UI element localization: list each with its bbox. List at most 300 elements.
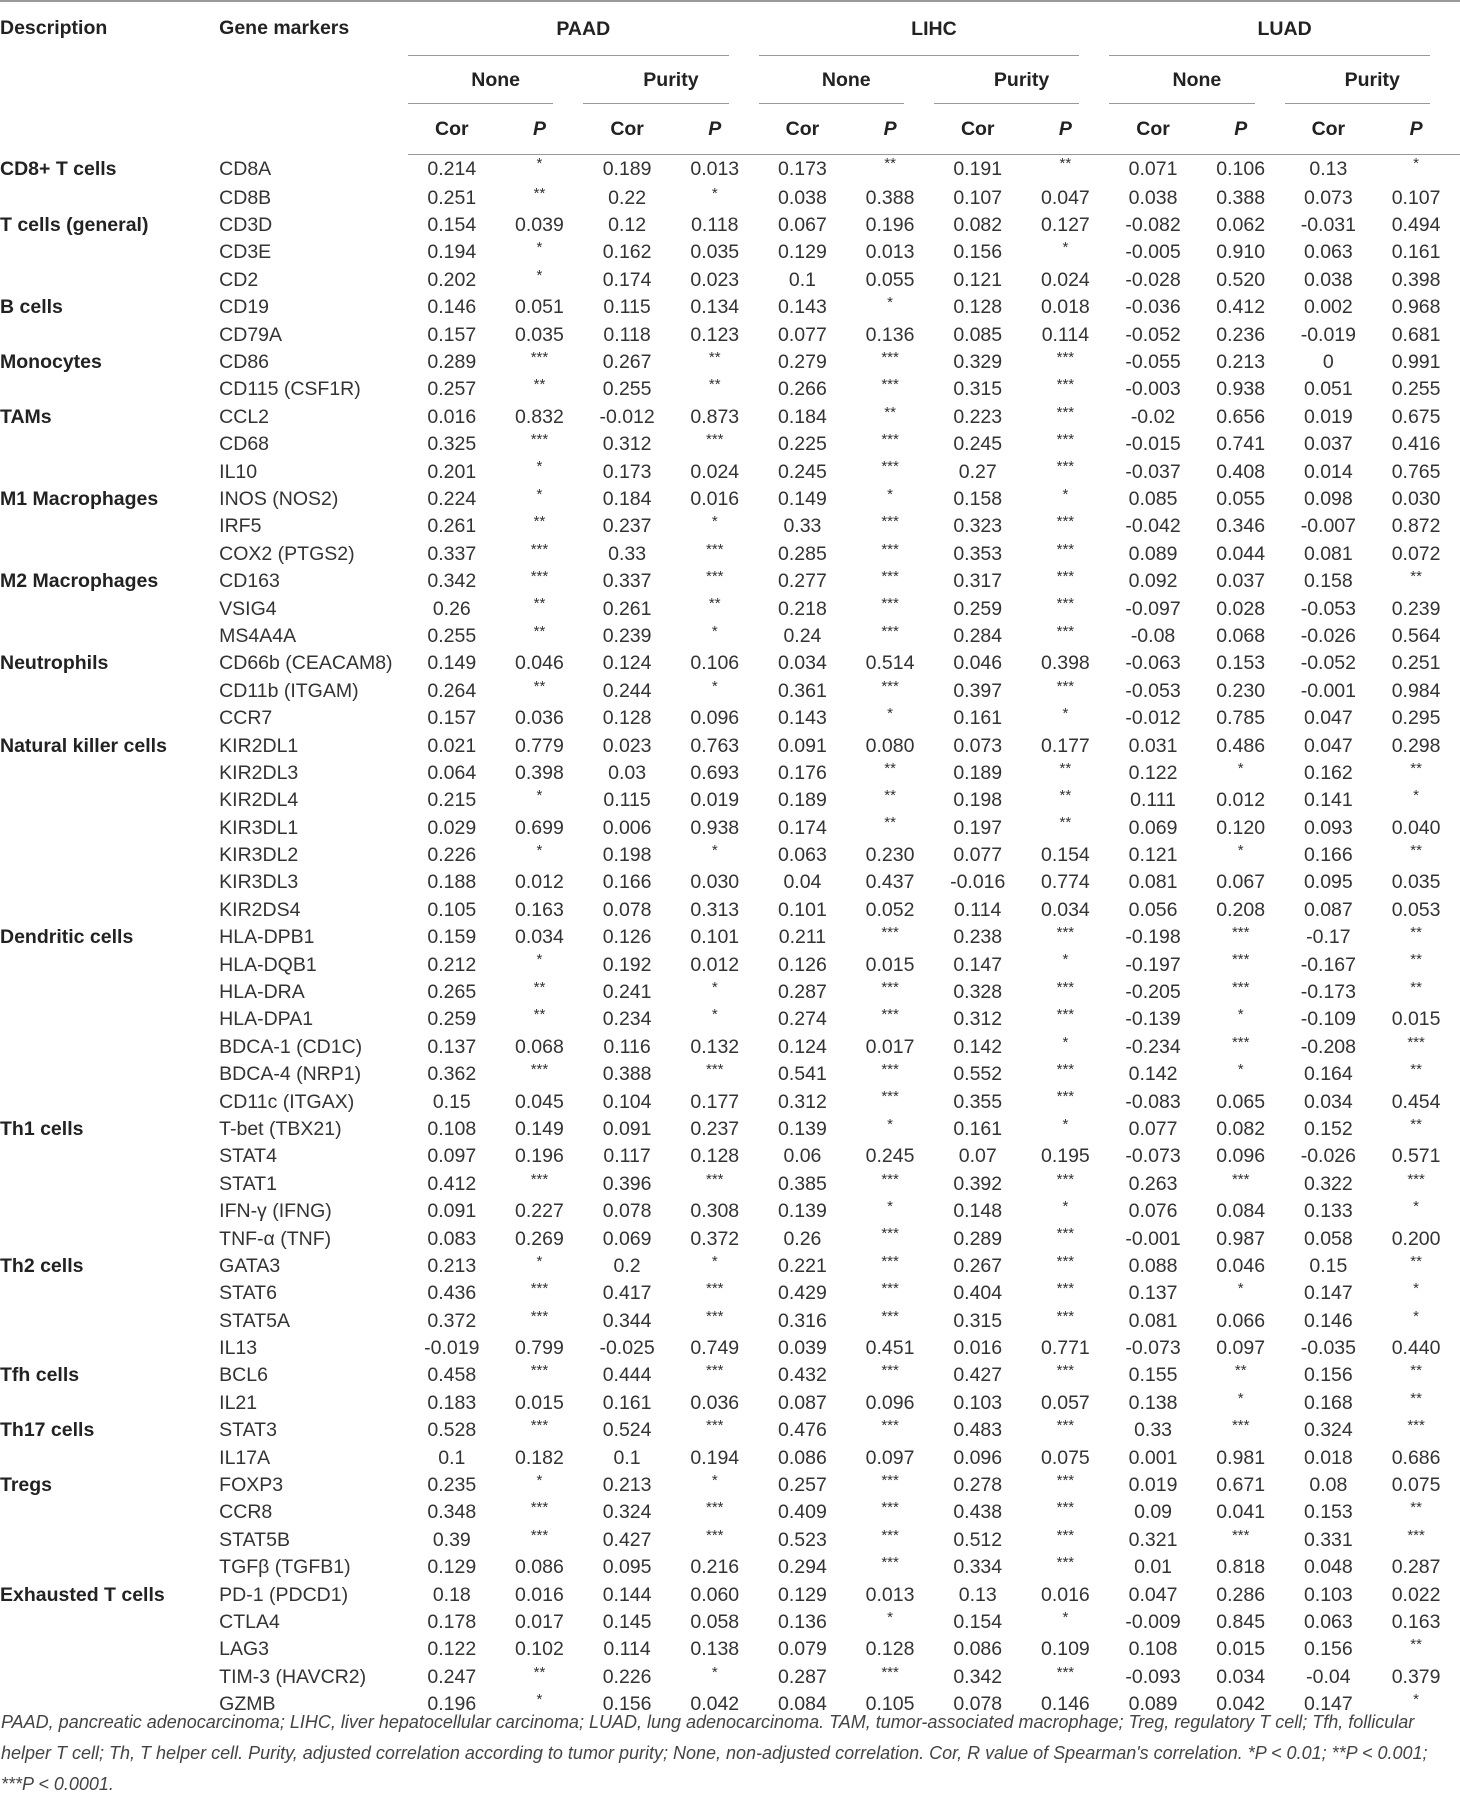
cell-gene-marker: T-bet (TBX21)	[219, 1117, 342, 1140]
cell-description	[0, 1554, 219, 1581]
cell-p: 0.286	[1216, 1583, 1266, 1606]
cell-p: *	[1237, 1061, 1244, 1078]
cell-p: *	[711, 677, 718, 695]
cell-p: **	[1410, 978, 1422, 996]
cell-cor: 0.329	[953, 351, 1003, 374]
cell-gene-marker: KIR3DL2	[219, 844, 299, 867]
cell-p: **	[884, 759, 896, 777]
cell-cor: 0.148	[953, 1200, 1003, 1223]
cell-cor: 0.139	[778, 1200, 827, 1223]
cell-cor: 0.325	[427, 433, 477, 456]
cell-gene-marker: IL17A	[219, 1446, 271, 1469]
cell-cor: 0.089	[1128, 542, 1178, 565]
cell-p: ***	[881, 1526, 899, 1544]
cell-cor: 0.091	[602, 1117, 652, 1140]
cell-description	[0, 1088, 219, 1115]
cell-p: **	[533, 513, 546, 531]
cell-p: 0.213	[1216, 351, 1266, 374]
cell-gene-marker: HLA-DQB1	[219, 953, 317, 976]
cell-p: 0.308	[690, 1200, 740, 1223]
cell-cor: -0.042	[1125, 515, 1181, 538]
cell-p: 0.036	[515, 707, 564, 730]
cell-cor: -0.036	[1125, 296, 1181, 319]
cell-cor: 0.063	[1303, 1611, 1353, 1633]
table-row	[0, 705, 1460, 732]
cell-gene-marker: GZMB	[219, 1693, 276, 1716]
cell-cor: -0.025	[599, 1337, 655, 1360]
cell-p: 0.245	[865, 1145, 915, 1168]
cell-cor: 0.168	[1303, 1391, 1353, 1414]
cell-p: ***	[1056, 1499, 1075, 1517]
cell-description	[0, 678, 219, 705]
cell-cor: -0.17	[1306, 926, 1351, 949]
cell-p: 0.034	[1216, 1665, 1266, 1688]
cell-cor: 0.189	[953, 761, 1003, 784]
cell-cor: 0.174	[602, 268, 652, 291]
cell-p: **	[533, 978, 546, 996]
cell-cor: 0.212	[427, 953, 477, 976]
cell-p: 0.200	[1391, 1227, 1441, 1250]
cell-p: 0.114	[1041, 323, 1090, 346]
table-row	[0, 650, 1460, 677]
cell-cor: 0.13	[1309, 158, 1348, 181]
cell-cor: 0.124	[602, 652, 652, 675]
cell-cor: 0.03	[608, 761, 647, 784]
cell-p: ***	[1056, 567, 1075, 585]
cell-description	[0, 1308, 219, 1335]
cell-cor: 0.265	[427, 981, 477, 1004]
cell-cor: 0.483	[953, 1419, 1003, 1442]
cell-cor: 0.077	[1128, 1117, 1178, 1140]
cell-cor: 0.067	[778, 214, 827, 237]
cell-p: 0.065	[1216, 1090, 1266, 1113]
cell-cor: 0.159	[427, 926, 477, 949]
cell-p: ***	[1056, 622, 1075, 640]
table-row	[0, 513, 1460, 540]
cell-cor: -0.026	[1300, 1145, 1356, 1168]
cell-cor: 0.372	[427, 1309, 477, 1332]
cell-p: 0.287	[1391, 1556, 1441, 1579]
cell-p: *	[711, 1471, 718, 1489]
cell-p: 0.042	[1216, 1693, 1266, 1716]
cell-cor: 0.26	[432, 597, 471, 620]
cell-p: 0.039	[515, 214, 564, 237]
cell-p: 0.015	[865, 953, 915, 976]
cell-cor: 0.238	[953, 926, 1003, 949]
cell-p: 0.046	[515, 652, 564, 675]
cell-cor: -0.083	[1125, 1090, 1181, 1113]
table-row	[0, 623, 1460, 650]
cell-cor: 0.087	[778, 1391, 827, 1414]
cell-gene-marker: INOS (NOS2)	[219, 487, 339, 510]
cell-p: 0.818	[1216, 1556, 1266, 1579]
cell-p: *	[536, 787, 543, 805]
header-cor: Cor	[934, 104, 1022, 155]
cell-cor: 0.397	[953, 679, 1003, 702]
cell-cor: 0.038	[778, 186, 827, 209]
cell-cor: 0.018	[1303, 1446, 1353, 1469]
cell-gene-marker: KIR2DS4	[219, 898, 301, 921]
cell-cor: 0.058	[1303, 1227, 1353, 1250]
cell-p: 0.785	[1216, 707, 1266, 730]
cell-p: **	[1410, 1115, 1422, 1133]
header-p: P	[671, 104, 759, 155]
cell-cor: 0.031	[1128, 734, 1178, 757]
cell-p: *	[536, 1690, 543, 1708]
cell-cor: 0.111	[1130, 789, 1176, 812]
cell-p: ***	[706, 1061, 724, 1078]
table-row	[0, 458, 1460, 485]
cell-cor: 0.078	[602, 1200, 652, 1223]
cell-cor: 0.15	[432, 1090, 471, 1113]
cell-p: ***	[1407, 1170, 1425, 1188]
cell-cor: 0.255	[602, 378, 652, 401]
cell-p: 0.023	[690, 268, 740, 291]
cell-description	[0, 623, 219, 650]
cell-cor: -0.073	[1125, 1337, 1181, 1360]
cell-cor: 0.121	[1128, 844, 1178, 867]
cell-gene-marker: HLA-DPB1	[219, 926, 315, 949]
cell-cor: 0.069	[1128, 816, 1178, 839]
cell-cor: 0.264	[427, 679, 477, 702]
cell-cor: 0.26	[783, 1227, 822, 1250]
cell-p: 0.161	[1391, 241, 1441, 264]
cell-cor: 0.038	[1303, 268, 1353, 291]
cell-cor: -0.026	[1300, 624, 1356, 647]
cell-p: ***	[530, 1170, 549, 1188]
header-subgroup-none: None	[1109, 56, 1284, 104]
cell-cor: 0.237	[602, 515, 652, 538]
cell-description: Th2 cells	[0, 1254, 84, 1277]
cell-p: 0.230	[1216, 679, 1266, 702]
cell-cor: 0.322	[1303, 1172, 1353, 1195]
cell-gene-marker: BDCA-4 (NRP1)	[219, 1063, 362, 1086]
header-cor: Cor	[408, 104, 496, 155]
cell-cor: 0.071	[1128, 158, 1178, 181]
cell-cor: 0.552	[953, 1063, 1003, 1086]
header-subgroup-purity: Purity	[1285, 56, 1460, 104]
cell-p: ***	[1056, 1554, 1075, 1572]
cell-p: 0.656	[1216, 405, 1266, 428]
cell-cor: 0.114	[603, 1638, 651, 1661]
cell-p: 0.153	[1216, 652, 1266, 675]
cell-p: 0.035	[515, 323, 564, 346]
cell-p: 0.066	[1216, 1309, 1266, 1332]
cell-p: ***	[881, 1006, 899, 1024]
cell-p: 0.208	[1216, 898, 1266, 921]
cell-cor: 0.235	[427, 1474, 477, 1497]
table-row	[0, 1116, 1460, 1143]
cell-cor: 0.317	[953, 570, 1003, 593]
table-header	[0, 1, 1460, 155]
cell-cor: -0.007	[1300, 515, 1356, 538]
cell-cor: 0.136	[778, 1611, 827, 1633]
header-subgroup-none: None	[408, 56, 583, 104]
cell-cor: 0.427	[953, 1364, 1003, 1387]
cell-p: **	[884, 155, 896, 172]
cell-p: 0.035	[1391, 871, 1441, 894]
cell-cor: 0.069	[602, 1227, 652, 1250]
cell-cor: 0.09	[1134, 1501, 1173, 1524]
cell-p: 0.987	[1216, 1227, 1266, 1250]
cell-p: *	[1413, 1690, 1420, 1708]
cell-description	[0, 376, 219, 403]
table-row	[0, 1472, 1460, 1499]
cell-cor: 0.277	[778, 570, 827, 593]
cell-gene-marker: CD3D	[219, 214, 273, 237]
cell-p: ***	[706, 1362, 724, 1380]
cell-p: 0.910	[1216, 241, 1266, 264]
cell-p: 0.412	[1216, 296, 1266, 319]
cell-p: ***	[881, 513, 899, 531]
cell-cor: 0.161	[602, 1391, 652, 1414]
cell-cor: 0.541	[778, 1063, 827, 1086]
cell-p: **	[1234, 1362, 1247, 1380]
cell-p: **	[533, 595, 546, 613]
cell-p: 0.408	[1216, 460, 1266, 483]
cell-cor: -0.198	[1125, 926, 1181, 949]
cell-p: ***	[1056, 1663, 1075, 1681]
cell-p: *	[1062, 239, 1069, 257]
cell-p: 0.012	[515, 871, 564, 894]
cell-gene-marker: HLA-DPA1	[219, 1008, 314, 1031]
cell-gene-marker: KIR3DL1	[219, 816, 299, 839]
cell-p: **	[1410, 1252, 1422, 1270]
cell-p: 0.106	[1216, 158, 1266, 181]
cell-p: 0.196	[865, 214, 915, 237]
cell-cor: 0.178	[427, 1611, 477, 1633]
cell-description	[0, 1636, 219, 1663]
table-row	[0, 212, 1460, 239]
cell-cor: 0.002	[1303, 296, 1353, 319]
cell-cor: 0.444	[602, 1364, 652, 1387]
cell-p: 0.440	[1391, 1337, 1441, 1360]
cell-cor: -0.052	[1300, 652, 1356, 675]
cell-gene-marker: MS4A4A	[219, 624, 297, 647]
cell-cor: 0.001	[1128, 1446, 1178, 1469]
cell-p: 0.102	[515, 1638, 564, 1661]
cell-p: ***	[706, 540, 724, 558]
cell-p: ***	[881, 1417, 899, 1435]
table-row	[0, 787, 1460, 814]
table-row	[0, 431, 1460, 458]
cell-cor: 0.39	[432, 1528, 471, 1551]
table-row	[0, 321, 1460, 348]
cell-gene-marker: CD2	[219, 268, 259, 291]
cell-cor: 0.331	[1303, 1528, 1353, 1551]
cell-cor: 0.334	[953, 1556, 1003, 1579]
cell-p: 0.255	[1391, 378, 1441, 401]
cell-cor: 0.152	[1303, 1117, 1353, 1140]
cell-p: **	[1410, 1636, 1422, 1654]
cell-cor: 0.412	[427, 1172, 477, 1195]
cell-cor: -0.04	[1306, 1665, 1351, 1688]
cell-cor: 0.056	[1128, 898, 1178, 921]
cell-cor: 0.038	[1128, 186, 1178, 209]
cell-p: 0.012	[690, 953, 740, 976]
cell-cor: 0.458	[427, 1364, 477, 1387]
cell-cor: 0.287	[778, 1665, 827, 1688]
cell-description	[0, 239, 219, 266]
cell-p: ***	[881, 924, 899, 942]
cell-cor: 0.259	[427, 1008, 477, 1031]
cell-p: ***	[881, 1499, 899, 1517]
cell-cor: 0.197	[953, 816, 1003, 839]
cell-cor: -0.015	[1125, 433, 1181, 456]
cell-p: 0.182	[515, 1446, 564, 1469]
cell-cor: 0.257	[427, 378, 477, 401]
cell-p: *	[1237, 1006, 1244, 1024]
cell-p: ***	[881, 978, 899, 996]
cell-cor: 0.095	[602, 1556, 652, 1579]
cell-gene-marker: FOXP3	[219, 1474, 284, 1497]
cell-p: 0.196	[515, 1145, 564, 1168]
cell-cor: -0.173	[1300, 981, 1356, 1004]
cell-cor: 0.115	[603, 789, 651, 812]
cell-cor: 0.388	[602, 1063, 652, 1086]
cell-cor: 0.137	[1128, 1282, 1178, 1305]
cell-cor: 0.192	[602, 953, 652, 976]
table-row	[0, 1417, 1460, 1444]
cell-p: *	[1237, 1280, 1244, 1298]
cell-cor: 0.076	[1128, 1200, 1178, 1223]
cell-cor: 0.223	[953, 405, 1003, 428]
cell-p: ***	[706, 567, 724, 585]
cell-cor: 0.226	[427, 844, 477, 867]
cell-cor: 0.155	[1128, 1364, 1178, 1387]
cell-description	[0, 185, 219, 212]
cell-cor: 0.081	[1128, 1309, 1178, 1332]
cell-p: 0.055	[865, 268, 915, 291]
cell-cor: -0.073	[1125, 1145, 1181, 1168]
cell-p: *	[1413, 787, 1420, 805]
table-row	[0, 1636, 1460, 1663]
cell-p: 0.101	[690, 926, 740, 949]
table-row	[0, 1308, 1460, 1335]
table-row	[0, 1253, 1460, 1280]
cell-cor: 0.006	[602, 816, 652, 839]
table-row	[0, 1664, 1460, 1691]
cell-p: 0.045	[515, 1090, 564, 1113]
cell-p: ***	[1231, 951, 1250, 969]
cell-p: 0.037	[1216, 570, 1266, 593]
cell-cor: 0.289	[427, 351, 477, 374]
cell-p: ***	[706, 431, 724, 449]
cell-p: 0.195	[1040, 1145, 1090, 1168]
table-row	[0, 1362, 1460, 1389]
cell-p: ***	[530, 1307, 549, 1325]
cell-cor: 0.162	[602, 241, 652, 264]
cell-p: 0.017	[865, 1035, 915, 1058]
cell-gene-marker: LAG3	[219, 1638, 270, 1661]
cell-p: 0.096	[1216, 1145, 1266, 1168]
cell-p: **	[533, 677, 546, 695]
cell-cor: 0.215	[427, 789, 477, 812]
cell-cor: 0.287	[778, 981, 827, 1004]
cell-p: ***	[1056, 1061, 1075, 1078]
cell-gene-marker: CCR7	[219, 707, 273, 730]
cell-p: 0.230	[865, 844, 915, 867]
cell-cor: 0.128	[953, 296, 1003, 319]
cell-p: ***	[881, 677, 899, 695]
cell-gene-marker: BDCA-1 (CD1C)	[219, 1035, 363, 1058]
cell-p: 0.062	[1216, 214, 1266, 237]
cell-cor: -0.009	[1125, 1611, 1181, 1633]
header-p: P	[1022, 104, 1110, 155]
cell-cor: 0.157	[427, 323, 477, 346]
table-row	[0, 541, 1460, 568]
cell-p: 0.013	[865, 1583, 915, 1606]
cell-cor: 0.224	[427, 487, 477, 510]
cell-cor: 0.362	[427, 1063, 477, 1086]
cell-p: 0.177	[1040, 734, 1090, 757]
cell-p: 0.163	[1391, 1611, 1441, 1633]
cell-description	[0, 267, 219, 294]
cell-p: 0.437	[865, 871, 915, 894]
table-row	[0, 568, 1460, 595]
cell-description	[0, 1664, 219, 1691]
cell-cor: 0.12	[608, 214, 647, 237]
cell-description: Th17 cells	[0, 1419, 95, 1442]
cell-cor: 0.259	[953, 597, 1003, 620]
cell-p: **	[533, 184, 546, 202]
cell-cor: -0.082	[1125, 214, 1181, 237]
cell-p: ***	[530, 567, 549, 585]
cell-p: ***	[1056, 1471, 1075, 1489]
cell-description	[0, 321, 219, 348]
cell-cor: 0.214	[427, 158, 477, 181]
cell-cor: 0.149	[427, 652, 477, 675]
table-row	[0, 267, 1460, 294]
cell-cor: 0.202	[427, 268, 477, 291]
cell-cor: -0.234	[1125, 1035, 1181, 1058]
table-row	[0, 869, 1460, 896]
cell-cor: 0.184	[778, 405, 827, 428]
cell-p: 0.086	[515, 1556, 564, 1579]
cell-p: *	[1062, 1608, 1069, 1626]
cell-cor: -0.019	[424, 1337, 480, 1360]
cell-cor: 0.33	[1134, 1419, 1173, 1442]
cell-p: 0.154	[1040, 844, 1090, 867]
cell-p: 0.675	[1391, 405, 1441, 428]
table-row	[0, 951, 1460, 978]
cell-cor: 0.337	[602, 570, 652, 593]
cell-cor: 0.194	[427, 241, 477, 264]
cell-gene-marker: STAT6	[219, 1282, 277, 1305]
cell-cor: 0.244	[602, 679, 652, 702]
cell-p: 0.873	[690, 405, 740, 428]
cell-p: **	[1410, 924, 1422, 942]
cell-cor: 0.126	[778, 953, 827, 976]
cell-cor: 0.108	[1128, 1638, 1178, 1661]
cell-description	[0, 814, 219, 841]
cell-cor: 0.337	[427, 542, 477, 565]
table-body	[0, 155, 1460, 1719]
cell-p: 0.177	[690, 1090, 740, 1113]
cell-cor: 0.184	[602, 487, 652, 510]
cell-cor: 0.154	[953, 1611, 1003, 1633]
table-row	[0, 1527, 1460, 1554]
cell-cor: 0.189	[778, 789, 827, 812]
cell-p: 0.136	[865, 323, 915, 346]
cell-p: 0.035	[690, 241, 740, 264]
cell-p: *	[1062, 1115, 1069, 1133]
cell-cor: 0.156	[602, 1693, 652, 1716]
cell-p: ***	[530, 1499, 549, 1517]
cell-cor: 0.016	[427, 405, 477, 428]
cell-cor: 0.122	[1128, 761, 1178, 784]
cell-cor: 0.153	[1303, 1501, 1353, 1524]
